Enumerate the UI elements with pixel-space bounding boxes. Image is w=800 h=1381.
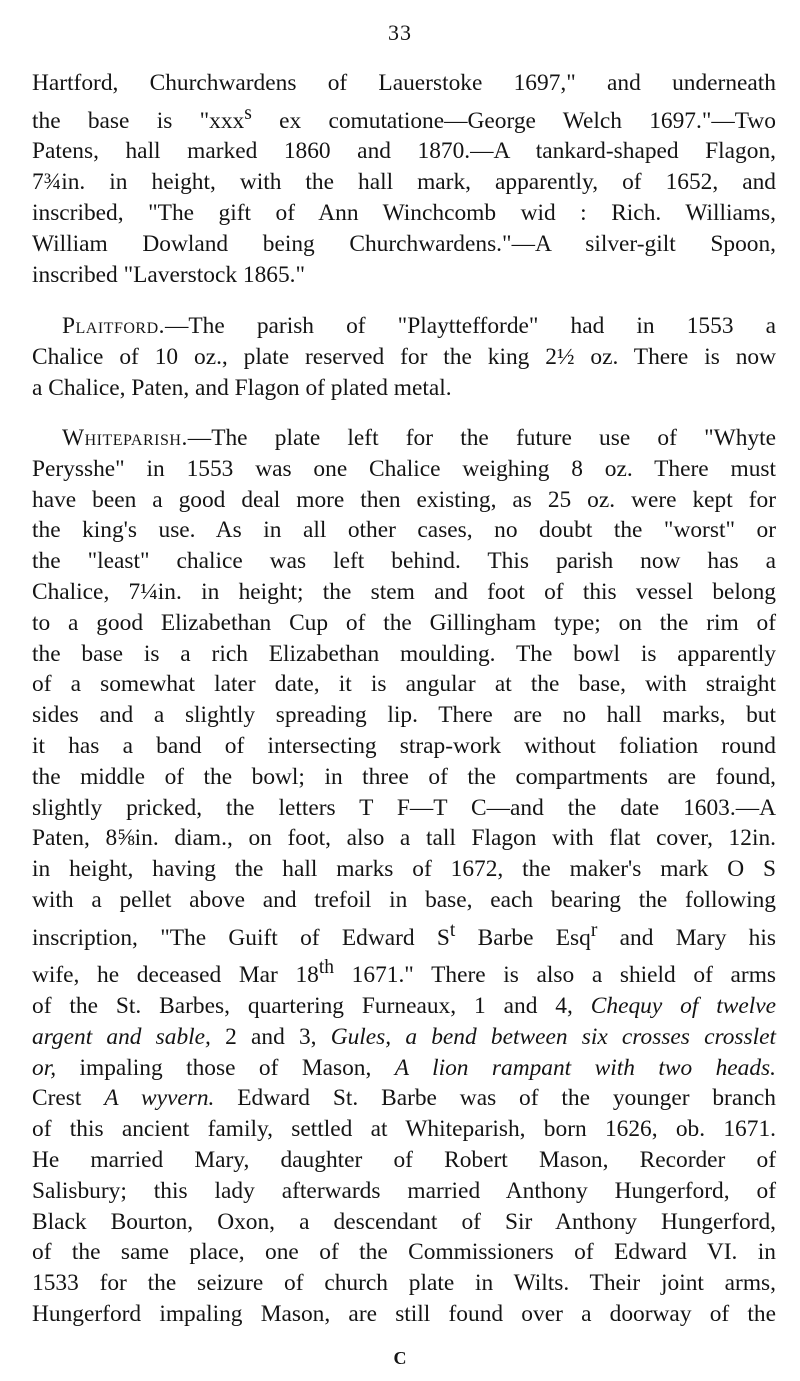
text-line: inscription, "The Guift of Edward $S^t$ Barbe Esq$^r$ and Mary his <box>32 919 776 951</box>
text-line: William Dowland being Churchwardens."—A silver-gilt Spoon, <box>32 230 776 257</box>
text-line: Crest A wyvern. Edward St. Barbe was of the younger branch <box>32 1085 777 1112</box>
text-line: the king's use. As in all other cases, no doubt the "worst" or <box>32 517 776 544</box>
text-line: Patens, hall marked 1860 and 1870.—A tankard-shaped Flagon, <box>32 138 776 165</box>
page-number: 33 <box>388 20 412 45</box>
text-line: Chalice, 7¼in. in height; the stem and foot of this vessel belong <box>32 578 776 605</box>
signature-mark: C <box>393 1348 407 1368</box>
text-line: or, impaling those of Mason, A lion rampant with two heads. <box>32 1054 776 1081</box>
text-line: sides and a slightly spreading lip. There are no hall marks, but <box>32 702 776 729</box>
text-line: He married Mary, daughter of Robert Mason, Recorder of <box>32 1146 776 1173</box>
text-line: it has a band of intersecting strap-work without foliation round <box>32 732 776 759</box>
paragraph-whiteparish <box>32 423 776 1330</box>
text-line: inscribed "Laverstock 1865." <box>32 261 306 288</box>
text-line: inscribed, "The gift of Ann Winchcomb wid : Rich. Williams, <box>32 199 776 226</box>
text-line: the base is "xxx$^s$ ex comutatione—George Welch 1697."—Two <box>32 102 777 134</box>
section-heading: Plaitford. <box>62 313 165 339</box>
text-line: Chalice of 10 oz., plate reserved for the king 2½ oz. There is now <box>32 343 776 370</box>
text-line: of this ancient family, settled at Whiteparish, born 1626, ob. 1671. <box>32 1116 776 1143</box>
text-line: wife, he deceased Mar 18th 1671." There is also a shield of arms <box>32 957 777 989</box>
text-line: Perysshe" in 1553 was one Chalice weighing 8 oz. There must <box>32 455 776 482</box>
text-line: of a somewhat later date, it is angular at the base, with straight <box>32 671 776 698</box>
text-line: argent and sable, 2 and 3, Gules, a bend between six crosses crosslet <box>32 1023 776 1050</box>
paragraph-plaitford <box>32 311 776 403</box>
text-line: the "least" chalice was left behind. This parish now has a <box>32 548 776 575</box>
text-line: Plaitford.—The parish of "Playttefforde" had in 1553 a <box>62 313 776 339</box>
text-line: Hartford, Churchwardens of Lauerstoke 1697," and underneath <box>32 70 776 96</box>
text-line: Paten, 8⅝in. diam., on foot, also a tall Flagon with flat cover, 12in. <box>32 825 776 852</box>
text-line: to a good Elizabethan Cup of the Gillingham type; on the rim of <box>32 609 776 636</box>
text-line: have been a good deal more then existing, as 25 oz. were kept for <box>32 486 776 513</box>
text-line: slightly pricked, the letters T F—T C—and the date 1603.—A <box>32 794 776 821</box>
text-line: Whiteparish.—The plate left for the future use of "Whyte <box>62 425 776 451</box>
text-line: the base is a rich Elizabethan moulding. The bowl is apparently <box>32 640 776 667</box>
text-line: Salisbury; this lady afterwards married Anthony Hungerford, of <box>32 1177 776 1204</box>
text-line: the middle of the bowl; in three of the compartments are found, <box>32 763 776 790</box>
text-line: of the St. Barbes, quartering Furneaux, 1 and 4, Chequy of twelve <box>32 992 776 1019</box>
text-line: 7¾in. in height, with the hall mark, apparently, of 1652, and <box>32 169 776 196</box>
text-line: Hungerford impaling Mason, are still found over a doorway of the <box>32 1300 776 1327</box>
text-line: of the same place, one of the Commissioners of Edward VI. in <box>32 1239 776 1266</box>
text-line: Black Bourton, Oxon, a descendant of Sir Anthony Hungerford, <box>32 1208 776 1235</box>
text-line: with a pellet above and trefoil in base, each bearing the following <box>32 886 776 913</box>
section-heading: Whiteparish. <box>62 425 188 451</box>
text-line: 1533 for the seizure of church plate in Wilts. Their joint arms, <box>32 1270 776 1297</box>
text-line: in height, having the hall marks of 1672, the maker's mark O S <box>32 856 776 883</box>
paragraph-laverstock <box>32 68 776 290</box>
text-line: a Chalice, Paten, and Flagon of plated metal. <box>32 374 452 401</box>
